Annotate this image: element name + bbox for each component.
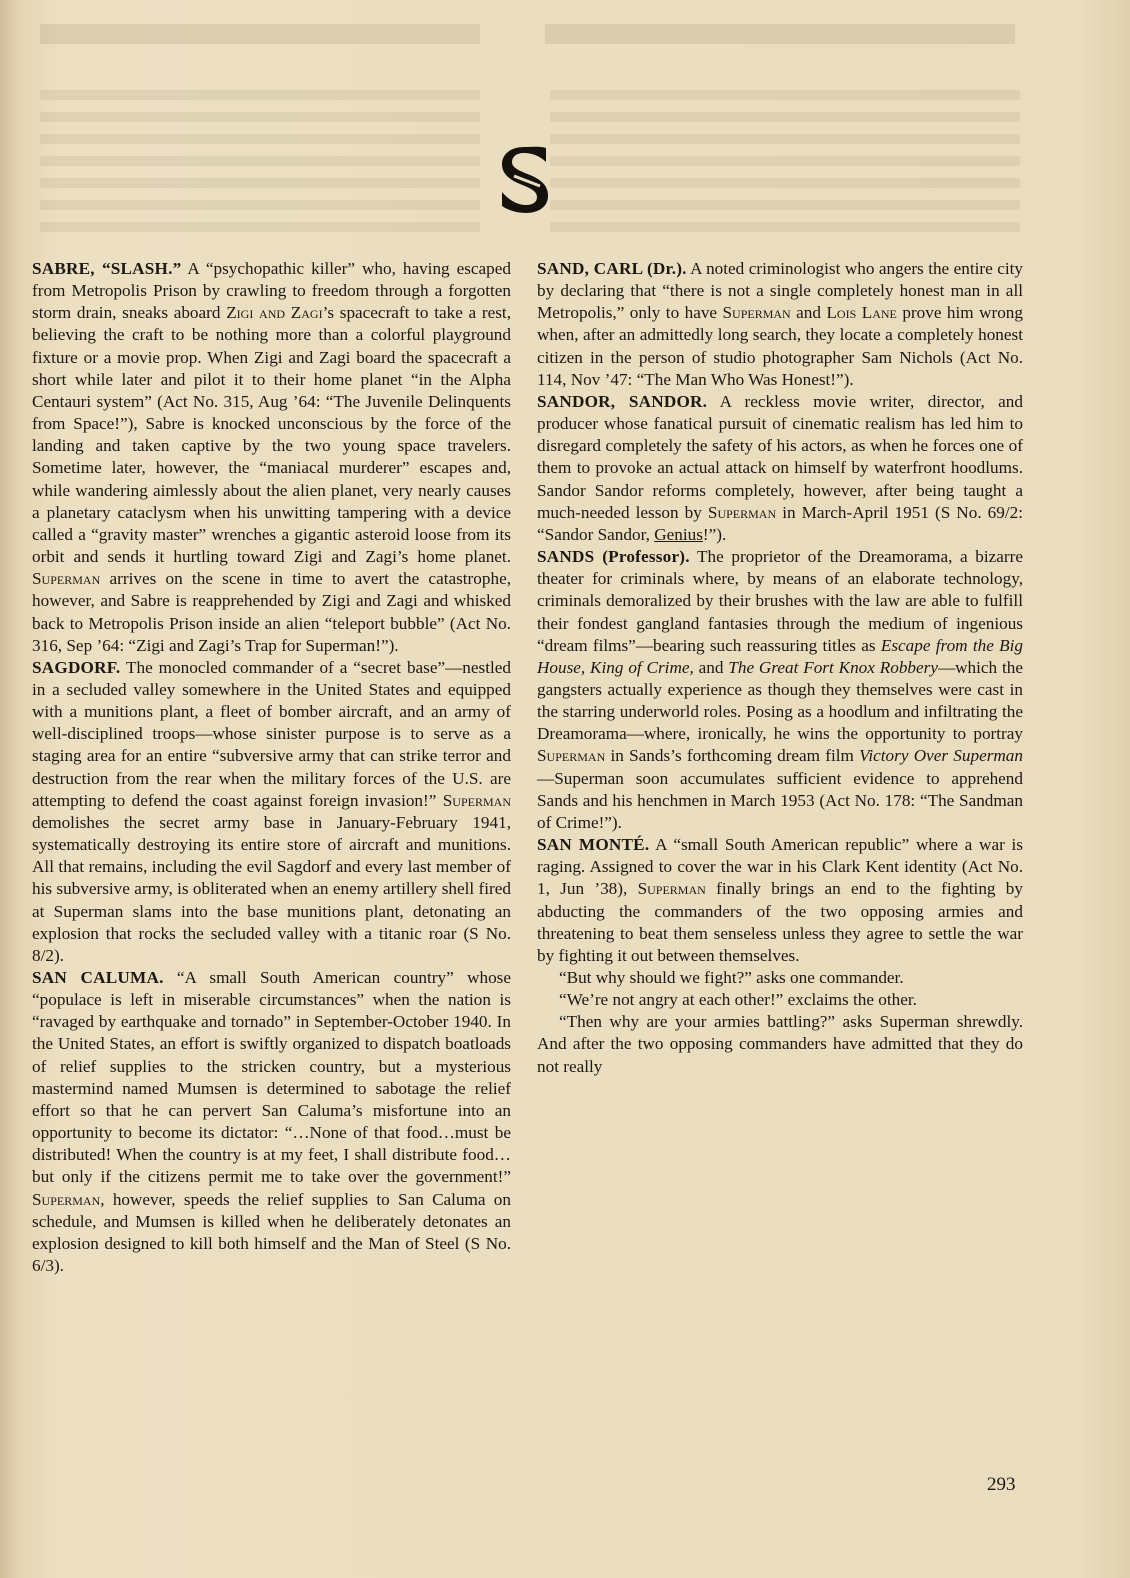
bleed-through-line: [550, 90, 1020, 100]
bleed-through-line: [40, 112, 480, 122]
bleed-through-line: [550, 156, 1020, 166]
paragraph: “We’re not angry at each other!” exclaims the other.: [559, 990, 917, 1010]
bleed-through-line: [40, 134, 480, 144]
left-column: [32, 258, 511, 1277]
entry-sagdorf: SAGDORF. The monocled commander of a “secret base”—nestled in a secluded valley somewhere in the United States and equipped with a munitions plant, a fleet of bomber aircraft, and an army of well-disciplined troops—whose sinister purpose is to serve as a staging area for an entire “subversive army that can strike terror and destruction from the rear when the military forces of the U.S. are attempting to defend the coast against foreign invasion!” Superman demolishes the secret army base in January-February 1941, systematically destroying its entire store of aircraft and munitions. All that remains, including the evil Sagdorf and every last member of his subversive army, is obliterated when an enemy artillery shell fired at Superman slams into the base munitions plant, detonating an explosion that rocks the secluded valley with a titanic roar (S No. 8/2).: [32, 657, 511, 965]
entry-headword: SAGDORF.: [32, 657, 121, 677]
page-number: 293: [987, 1474, 1016, 1495]
bleed-through-line: [40, 156, 480, 166]
entry-sandor-sandor: SANDOR, SANDOR. A reckless movie writer, director, and producer whose fanatical pursuit of cinematic realism has led him to disregard completely the safety of his actors, as when he forces one of them to provoke an actual attack on himself by waterfront hoodlums. Sandor Sandor reforms completely, however, after being taught a much-needed lesson by Superman in March-April 1951 (S No. 69/2: “Sandor Sandor, Genius!”).: [537, 391, 1024, 544]
bleed-through-line: [40, 222, 480, 232]
bleed-through-line: [550, 178, 1020, 188]
entry-headword: SANDOR, SANDOR.: [537, 391, 708, 411]
entry-san-caluma: SAN CALUMA. “A small South American country” whose “populace is left in miserable circumstances” when the nation is “ravaged by earthquake and tornado” in September-October 1940. In the United States, an effort is swiftly organized to dispatch boatloads of relief supplies to the stricken country, but a mysterious mastermind named Mumsen is determined to sabotage the relief effort so that he can pervert San Caluma’s misfortune into an opportunity to become its dictator: “…None of that food…must be distributed! When the country is at my feet, I shall distribute food…but only if the citizens permit me to take over the government!” Superman, however, speeds the relief supplies to San Caluma on schedule, and Mumsen is killed when he deliberately detonates an explosion designed to kill both himself and the Man of Steel (S No. 6/3).: [32, 968, 511, 1276]
entry-sands-professor: SANDS (Professor). The proprietor of the Dreamorama, a bizarre theater for criminals where, by means of an elaborate technology, criminals demoralized by their brushes with the law are able to fulfill their fondest gangland fantasies through the medium of ingenious “dream films”—bearing such reassuring titles as Escape from the Big House, King of Crime, and The Great Fort Knox Robbery—which the gangsters actually experience as though they themselves were cast in the starring underworld roles. Posing as a hoodlum and infiltrating the Dreamorama—where, ironically, he wins the opportunity to portray Superman in Sands’s forthcoming dream film Victory Over Superman—Superman soon accumulates sufficient evidence to apprehend Sands and his henchmen in March 1953 (Act No. 178: “The Sandman of Crime!”).: [537, 547, 1024, 832]
entry-headword: SAND, CARL (Dr.).: [537, 259, 687, 278]
bleed-through-line: [550, 222, 1020, 232]
bleed-through-header: [40, 24, 480, 44]
entry-sand-carl: SAND, CARL (Dr.). A noted criminologist who angers the entire city by declaring that “there is not a single completely honest man in all Metropolis,” only to have Superman and Lois Lane prove him wrong when, after an admittedly long search, they locate a completely honest citizen in the person of studio photographer Sam Nichols (Act No. 114, Nov ’47: “The Man Who Was Honest!”).: [537, 259, 1023, 389]
bleed-through-line: [550, 112, 1020, 122]
bleed-through-header-right: [545, 24, 1015, 44]
bleed-through-line: [40, 90, 480, 100]
paragraph: “Then why are your armies battling?” asks Superman shrewdly. And after the two opposing commanders have admitted that they do not really: [537, 1012, 1023, 1076]
bleed-through-line: [40, 200, 480, 210]
entry-headword: SABRE, “SLASH.”: [32, 259, 182, 278]
entry-headword: SAN MONTÉ.: [537, 835, 650, 855]
right-column: [537, 258, 1023, 1078]
entry-sabre: SABRE, “SLASH.” A “psychopathic killer” who, having escaped from Metropolis Prison by crawling to freedom through a forgotten storm drain, sneaks aboard Zigi and Zagi’s spacecraft to take a rest, believing the craft to be nothing more than a colorful playground fixture or a movie prop. When Zigi and Zagi board the spacecraft a short while later and pilot it to their home planet “in the Alpha Centauri system” (Act No. 315, Aug ’64: “The Juvenile Delinquents from Space!”), Sabre is knocked unconscious by the force of the landing and taken captive by the two young space travelers. Sometime later, however, the “maniacal murderer” escapes and, while wandering aimlessly about the alien planet, very nearly causes a planetary cataclysm when his unwitting tampering with a device called a “gravity master” wrenches a gigantic asteroid loose from its orbit and sends it hurtling toward Zigi and Zagi’s home planet. Superman arrives on the scene in time to avert the catastrophe, however, and Sabre is reapprehended by Zigi and Zagi and whisked back to Metropolis Prison inside an alien “teleport bubble” (Act No. 316, Sep ’64: “Zigi and Zagi’s Trap for Superman!”).: [32, 259, 511, 655]
entry-san-monte: SAN MONTÉ. A “small South American republic” where a war is raging. Assigned to cover the war in his Clark Kent identity (Act No. 1, Jun ’38), Superman finally brings an end to the fighting by abducting the commanders of the two opposing armies and threatening to beat them senseless unless they agree to settle the war by fighting it out between themselves.: [537, 835, 1023, 965]
bleed-through-line: [550, 200, 1020, 210]
entry-headword: SANDS (Professor).: [537, 547, 690, 567]
section-letter-s-logo: [500, 146, 550, 214]
entry-headword: SAN CALUMA.: [32, 968, 164, 987]
paragraph: “But why should we fight?” asks one commander.: [559, 968, 904, 987]
bleed-through-line: [40, 178, 480, 188]
bleed-through-line: [550, 134, 1020, 144]
